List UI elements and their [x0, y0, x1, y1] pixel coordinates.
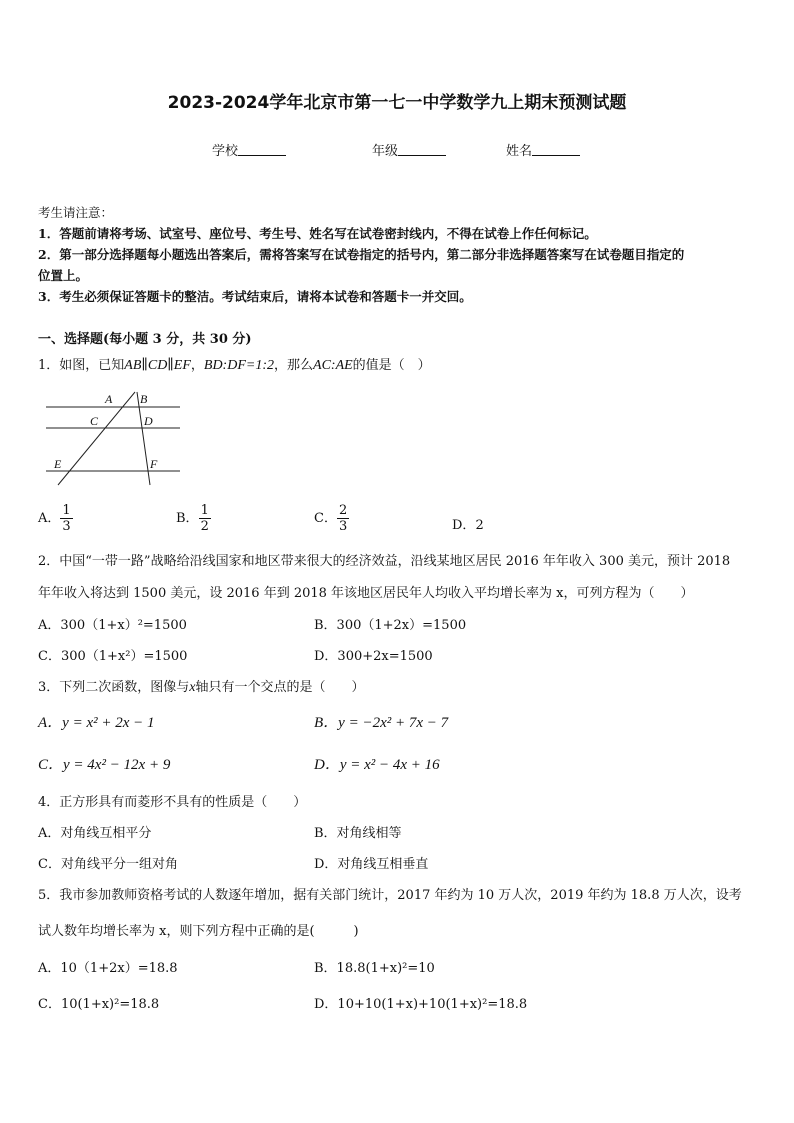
q4-option-a[interactable]: A．对角线互相平分: [38, 826, 152, 841]
question-3-stem: 3．下列二次函数，图像与x轴只有一个交点的是（ ）: [38, 680, 365, 695]
note-item: 1．答题前请将考场、试室号、座位号、考生号、姓名写在试卷密封线内，不得在试卷上作任何标记。: [38, 226, 597, 241]
q4-option-c[interactable]: C．对角线平分一组对角: [38, 857, 178, 872]
label-f: F: [150, 457, 158, 471]
q2-option-b[interactable]: B．300（1+2x）=1500: [314, 618, 467, 633]
q1-option-d[interactable]: D．2: [452, 518, 484, 533]
q1-option-a[interactable]: A． $\frac{1}{3}$: [38, 503, 71, 534]
section-heading: 一、选择题(每小题 3 分，共 30 分): [38, 332, 252, 347]
q3-option-c[interactable]: C．y = 4x² − 12x + 9: [38, 757, 171, 773]
question-2-line-2: 年年收入将达到 1500 美元，设 2016 年到 2018 年该地区居民年人均收入平均增长率为 x，可列方程为（ ）: [38, 586, 694, 601]
grade-field: 年级: [372, 140, 446, 159]
note-item: 2．第一部分选择题每小题选出答案后，需将答案写在试卷指定的括号内，第二部分非选择题答案写在试卷题目指定的: [38, 247, 685, 262]
q2-option-c[interactable]: C．300（1+x²）=1500: [38, 649, 188, 664]
question-1-stem: 1．如图，已知AB∥CD∥EF，BD:DF=1:2，那么AC:AE的值是（ ）: [38, 358, 431, 373]
label-e: E: [54, 457, 62, 471]
page-title: 2023-2024学年北京市第一七一中学数学九上期末预测试题: [167, 93, 627, 113]
q2-option-a[interactable]: A．300（1+x）²=1500: [38, 618, 187, 633]
label-d: D: [144, 414, 153, 428]
note-item: 位置上。: [38, 268, 89, 283]
parallel-lines-figure: [38, 386, 188, 490]
q4-option-d[interactable]: D．对角线互相垂直: [314, 857, 429, 872]
q3-option-a[interactable]: A．y = x² + 2x − 1: [38, 715, 155, 731]
label-c: C: [90, 414, 99, 428]
q5-option-c[interactable]: C．10(1+x)²=18.8: [38, 997, 160, 1012]
name-field: 姓名: [506, 140, 580, 159]
notes-heading: 考生请注意：: [38, 205, 114, 220]
q1-option-b[interactable]: B． $\frac{1}{2}$: [176, 503, 209, 534]
q5-option-a[interactable]: A．10（1+2x）=18.8: [38, 961, 178, 976]
question-5-line-1: 5．我市参加教师资格考试的人数逐年增加，据有关部门统计，2017 年约为 10 万人次，2019 年约为 18.8 万人次，设考: [38, 888, 742, 903]
label-b: B: [140, 392, 148, 406]
question-5-line-2: 试人数年均增长率为 x，则下列方程中正确的是( ): [38, 924, 359, 939]
question-4-stem: 4．正方形具有而菱形不具有的性质是（ ）: [38, 795, 307, 810]
q3-option-b[interactable]: B．y = −2x² + 7x − 7: [314, 715, 449, 731]
q1-option-c[interactable]: C． $\frac{2}{3}$: [314, 503, 348, 534]
q3-option-d[interactable]: D．y = x² − 4x + 16: [314, 757, 440, 773]
q4-option-b[interactable]: B．对角线相等: [314, 826, 402, 841]
question-2-line-1: 2．中国“一带一路”战略给沿线国家和地区带来很大的经济效益，沿线某地区居民 2016 年年收入 300 美元，预计 2018: [38, 554, 731, 569]
q5-option-d[interactable]: D．10+10(1+x)+10(1+x)²=18.8: [314, 997, 528, 1012]
q5-option-b[interactable]: B．18.8(1+x)²=10: [314, 961, 435, 976]
q2-option-d[interactable]: D．300+2x=1500: [314, 649, 433, 664]
label-a: A: [105, 392, 113, 406]
school-field: 学校: [212, 140, 286, 159]
note-item: 3．考生必须保证答题卡的整洁。考试结束后，请将本试卷和答题卡一并交回。: [38, 289, 472, 304]
